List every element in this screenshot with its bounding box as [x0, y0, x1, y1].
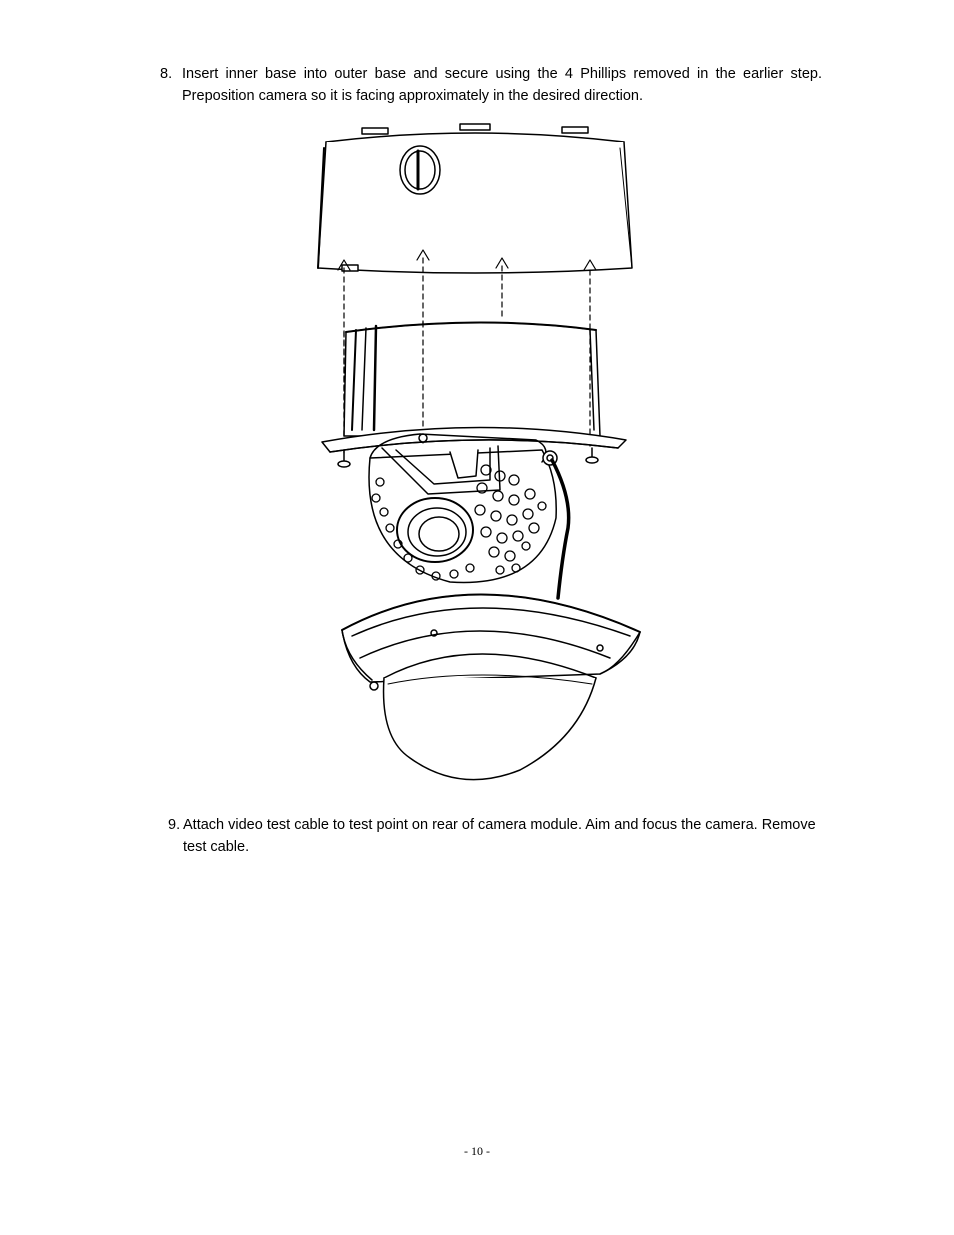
step-9-text-line2: test cable. [183, 839, 250, 855]
cable-gland-icon [400, 146, 440, 194]
step-9-text-line1: Attach video test cable to test point on rear of camera module. Aim and focus the camera. Remove [183, 817, 816, 833]
outer-base [318, 124, 632, 273]
step-8-text-line2: Preposition camera so it is facing approximately in the desired direction. [182, 88, 644, 104]
inner-base [322, 322, 626, 467]
step-8 [160, 63, 822, 107]
step-8-text-line1: Insert inner base into outer base and secure using the 4 Phillips removed in the earlier step. [182, 66, 822, 82]
dome-cover [342, 594, 640, 779]
step-8-number: 8. [160, 66, 173, 82]
video-test-cable [552, 460, 569, 598]
camera-module [369, 434, 557, 582]
page-number: - 10 - [464, 1144, 490, 1158]
lens-icon [397, 498, 473, 562]
step-9 [168, 814, 828, 858]
dome-camera-assembly-diagram [300, 118, 650, 788]
step-9-number: 9. [168, 817, 181, 833]
